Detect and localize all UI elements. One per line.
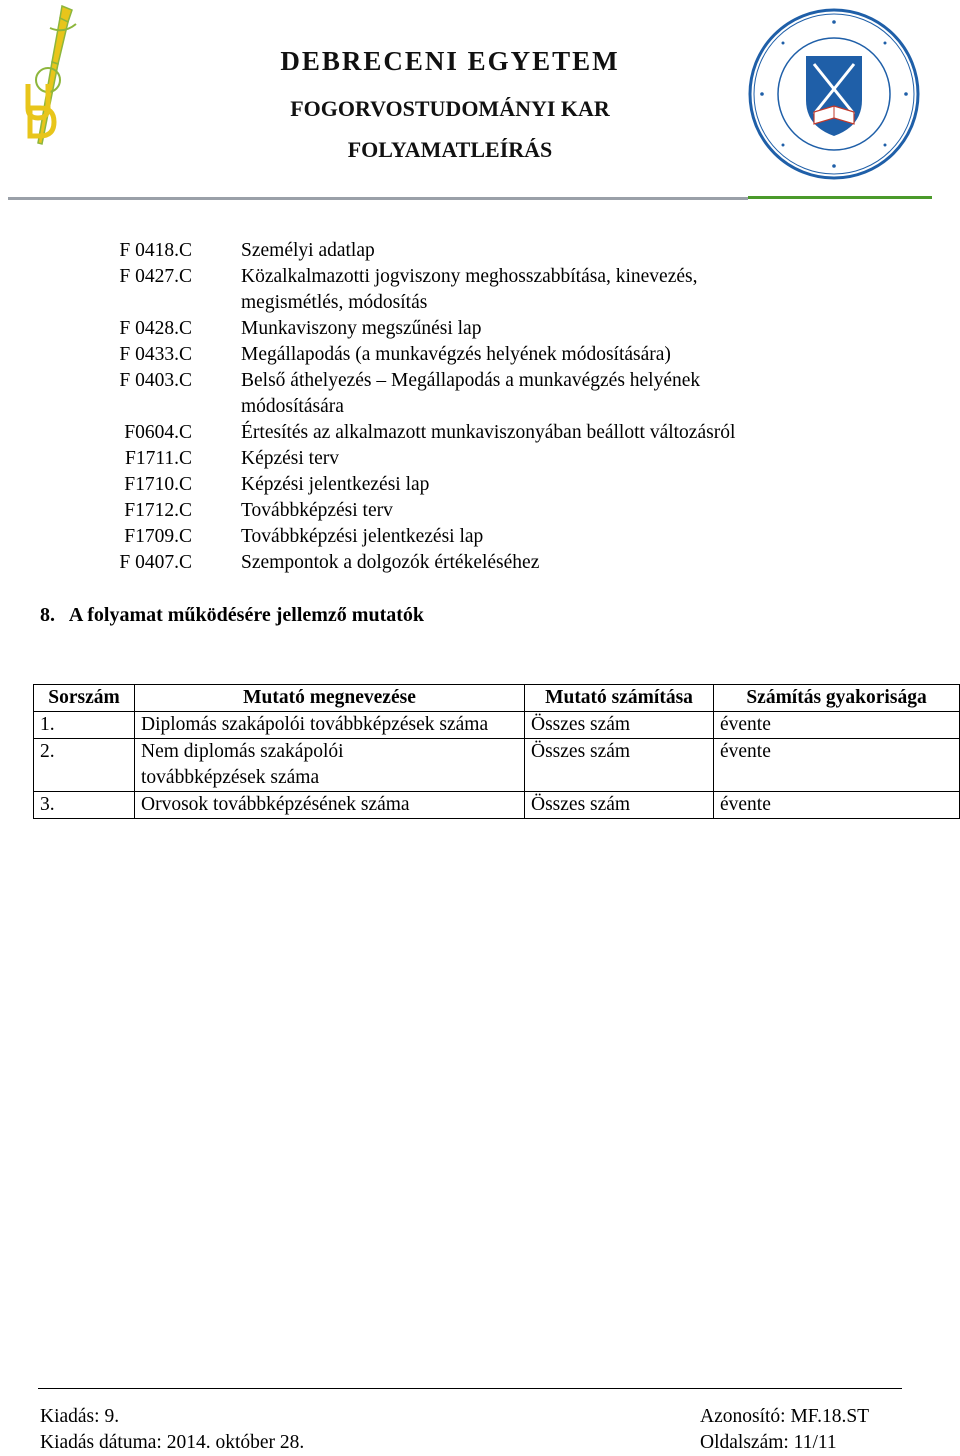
footer-page-number: Oldalszám: 11/11 bbox=[700, 1432, 837, 1453]
document-type: FOLYAMATLEÍRÁS bbox=[347, 137, 553, 162]
faculty-seal bbox=[748, 8, 920, 180]
table-cell: Összes szám bbox=[525, 792, 714, 819]
table-cell: Összes szám bbox=[525, 739, 714, 792]
form-code: F 0418.C bbox=[119, 240, 192, 261]
form-code: F 0433.C bbox=[119, 344, 192, 365]
form-name: Képzési jelentkezési lap bbox=[241, 474, 430, 495]
form-name: Személyi adatlap bbox=[241, 240, 375, 261]
form-code: F0604.C bbox=[124, 422, 192, 443]
header-rule bbox=[8, 197, 748, 200]
section-heading: 8. A folyamat működésére jellemző mutatók bbox=[40, 604, 425, 626]
footer-identifier: Azonosító: MF.18.ST bbox=[700, 1406, 870, 1427]
table-cell: évente bbox=[714, 712, 960, 739]
table-cell: 1. bbox=[34, 712, 135, 739]
form-name: Munkaviszony megszűnési lap bbox=[241, 318, 482, 339]
form-name: Belső áthelyezés – Megállapodás a munkavégzés helyének módosítására bbox=[241, 370, 701, 417]
table-cell: Diplomás szakápolói továbbképzések száma bbox=[135, 712, 525, 739]
footer-edition: Kiadás: 9. bbox=[40, 1406, 120, 1427]
table-header-row bbox=[34, 685, 960, 712]
table-cell: Orvosok továbbképzésének száma bbox=[135, 792, 525, 819]
table-row bbox=[34, 712, 960, 739]
table-cell: 2. bbox=[34, 739, 135, 792]
column-header: Mutató számítása bbox=[525, 685, 714, 712]
table-cell: évente bbox=[714, 739, 960, 792]
form-code: F 0407.C bbox=[119, 552, 192, 573]
form-code: F1710.C bbox=[124, 474, 192, 495]
form-name: Szempontok a dolgozók értékeléséhez bbox=[241, 552, 540, 573]
form-name: Képzési terv bbox=[241, 448, 339, 469]
table-row bbox=[34, 739, 960, 792]
form-code: F1709.C bbox=[124, 526, 192, 547]
form-name: Megállapodás (a munkavégzés helyének módosítására) bbox=[241, 344, 671, 365]
column-header: Számítás gyakorisága bbox=[714, 685, 960, 712]
faculty-name: FOGORVOSTUDOMÁNYI KAR bbox=[290, 96, 610, 121]
form-name: Továbbképzési jelentkezési lap bbox=[241, 526, 484, 547]
column-header: Mutató megnevezése bbox=[135, 685, 525, 712]
table-cell: 3. bbox=[34, 792, 135, 819]
form-code: F 0427.C bbox=[119, 266, 192, 287]
form-name: Továbbképzési terv bbox=[241, 500, 393, 521]
form-code: F1712.C bbox=[124, 500, 192, 521]
form-name: Értesítés az alkalmazott munkaviszonyában beállott változásról bbox=[241, 422, 736, 443]
form-name: Közalkalmazotti jogviszony meghosszabbítása, kinevezés, megismétlés, módosítás bbox=[241, 266, 698, 313]
form-code: F 0428.C bbox=[119, 318, 192, 339]
university-name: DEBRECENI EGYETEM bbox=[280, 46, 620, 76]
table-cell: évente bbox=[714, 792, 960, 819]
footer-edition-date: Kiadás dátuma: 2014. október 28. bbox=[40, 1432, 305, 1453]
table-cell: Összes szám bbox=[525, 712, 714, 739]
header-rule-accent bbox=[748, 196, 932, 199]
form-code: F 0403.C bbox=[119, 370, 192, 391]
table-cell: Nem diplomás szakápolói továbbképzések száma bbox=[135, 739, 525, 792]
table-row bbox=[34, 792, 960, 819]
university-logo bbox=[20, 4, 90, 154]
metrics-table bbox=[33, 684, 960, 819]
footer-rule bbox=[38, 1388, 902, 1389]
column-header: Sorszám bbox=[34, 685, 135, 712]
form-code: F1711.C bbox=[124, 448, 192, 469]
